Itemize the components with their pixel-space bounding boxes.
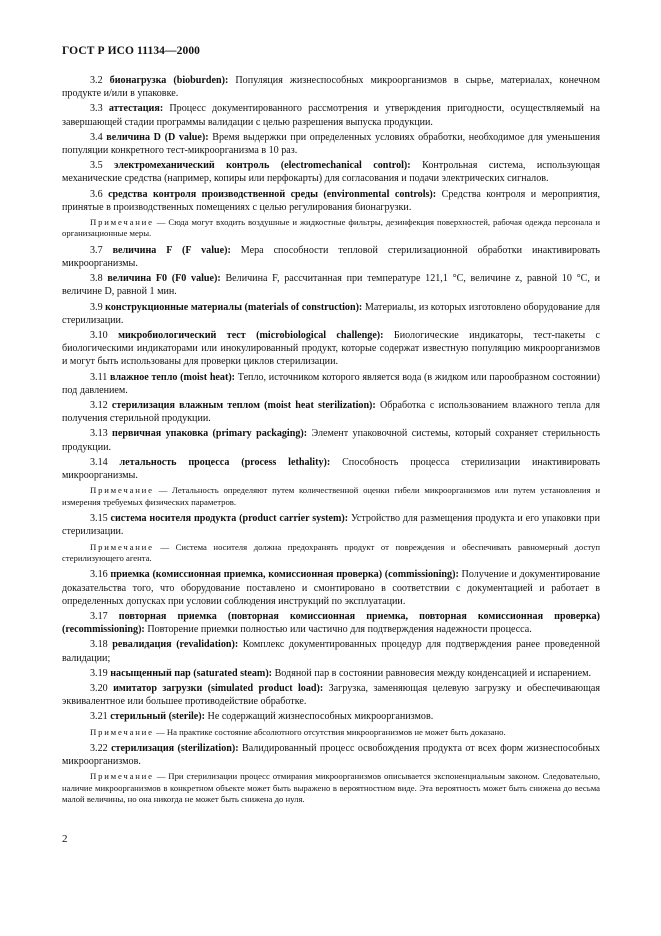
definition-number: 3.17	[90, 610, 108, 622]
definition-3-9	[62, 301, 600, 327]
definition-term: имитатор загрузки (simulated product load):	[113, 682, 324, 694]
definition-text: Контрольная система, использующая механические средства (например, копиры или перфокарты) для согласования и подачи электрических сигналов.	[62, 160, 600, 185]
note-text: — На практике состояние абсолютного отсутствия микроорганизмов не может быть доказано.	[153, 726, 506, 737]
definition-term: стерилизация (sterilization):	[111, 742, 239, 754]
definition-term: микробиологический тест (microbiological challenge):	[118, 330, 384, 342]
definition-text: Валидированный процесс освобождения продукта от всех форм жизнеспособных микроорганизмов.	[62, 742, 600, 768]
definition-text: Биологические индикаторы, тест-пакеты с биологическими индикаторами или инокулированный продукт, которые содержат известную популяцию микроорганизмов и могут быть использованы для проверки циклов стерилизации.	[62, 330, 600, 368]
definition-term: ревалидация (revalidation):	[112, 639, 239, 651]
definition-number: 3.7	[90, 244, 103, 256]
definition-text: Процесс документированного рассмотрения и утверждения пригодности, осуществляемый на завершающей стадии программы валидации с целью разрешения выпуска продукции.	[62, 103, 600, 128]
definition-text: Обработка с использованием влажного тепла для получения стерильной продукции.	[62, 400, 600, 425]
definition-term: приемка (комиссионная приемка, комиссионная проверка) (commissioning):	[110, 569, 459, 581]
definition-number: 3.14	[90, 456, 108, 468]
definition-number: 3.10	[90, 330, 108, 342]
definition-3-21	[62, 710, 600, 723]
definition-text: Не содержащий жизнеспособных микроорганизмов.	[205, 711, 434, 723]
definition-3-16	[62, 568, 600, 608]
document-body	[62, 74, 600, 810]
definition-text: Популяция жизнеспособных микроорганизмов в сырье, материалах, конечном продукте и/или в упаковке.	[62, 75, 600, 100]
definition-3-10	[62, 329, 600, 369]
definition-number: 3.3	[90, 103, 103, 115]
definition-3-20	[62, 682, 600, 708]
definition-number: 3.9	[90, 301, 103, 313]
definition-term: стерильный (sterile):	[110, 711, 206, 723]
definition-text: Получение и документирование доказательства того, что оборудование поставлено и смонтировано в соответствии с документацией и работает в определенных допусках при условии соблюдения инструкций по эксплуатации.	[62, 569, 600, 607]
note-label: Примечание	[90, 726, 154, 737]
definition-text: Загрузка, заменяющая целевую загрузку и обеспечивающая эквивалентное или большее противодействие обработке.	[62, 682, 600, 708]
definition-number: 3.6	[90, 188, 103, 200]
note-label: Примечание	[90, 771, 154, 782]
definition-number: 3.15	[90, 513, 108, 525]
note-text: — При стерилизации процесс отмирания микроорганизмов описывается экспоненциальным законом. Следовательно, наличие микроорганизмов в конкретном объекте может быть выражено в вероятностном виде. Эта вероятность может быть снижена до весьма малой величины, но она никогда не может быть снижена до нуля.	[62, 771, 600, 805]
definition-text: Комплекс документированных процедур для подтверждения ранее проведенной валидации;	[62, 639, 600, 664]
definition-term: электромеханический контроль (electromechanical control):	[114, 160, 411, 172]
note	[62, 771, 600, 805]
definition-term: величина F (F value):	[112, 244, 231, 256]
note-label: Примечание	[90, 217, 154, 228]
definition-text: Элемент упаковочной системы, который сохраняет стерильность продукции.	[62, 428, 601, 453]
definition-number: 3.8	[90, 273, 103, 285]
definition-text: Величина F, рассчитанная при температуре 121,1 °С, величине z, равной 10 °С, и величине D, равной 1 мин.	[62, 273, 601, 298]
definition-term: летальность процесса (process lethality):	[119, 456, 331, 468]
definition-3-12	[62, 399, 600, 425]
definition-3-14	[62, 456, 600, 482]
definition-3-4	[62, 131, 600, 157]
definition-term: насыщенный пар (saturated steam):	[110, 667, 273, 679]
definition-3-17	[62, 610, 600, 636]
definition-number: 3.2	[90, 75, 103, 86]
note-label: Примечание	[90, 485, 154, 496]
definition-text: Мера способности тепловой стерилизационной обработки инактивировать микроорганизмы.	[62, 244, 600, 270]
definition-term: величина F0 (F0 value):	[107, 273, 221, 285]
note	[62, 485, 600, 508]
definition-3-6	[62, 188, 600, 214]
definition-number: 3.12	[90, 400, 108, 412]
definition-3-22	[62, 742, 600, 768]
definition-number: 3.4	[90, 131, 103, 143]
definition-number: 3.16	[90, 569, 108, 581]
note-text: — Летальность определяют путем количественной оценки гибели микроорганизмов или путем установления и измерения требуемых физических параметров.	[62, 485, 600, 507]
note	[62, 727, 600, 738]
definition-term: повторная приемка (повторная комиссионная приемка, повторная комиссионная проверка) (recommissioning):	[62, 610, 600, 636]
definition-3-18	[62, 638, 600, 664]
definition-term: конструкционные материалы (materials of construction):	[105, 301, 363, 313]
definition-text: Тепло, источником которого является вода (в жидком или парообразном состоянии) под давлением.	[62, 371, 601, 396]
definition-text: Устройство для размещения продукта и его упаковки при стерилизации.	[62, 513, 600, 538]
definition-number: 3.20	[90, 682, 108, 694]
definition-text: Материалы, из которых изготовлено оборудование для стерилизации.	[62, 301, 600, 326]
definition-term: первичная упаковка (primary packaging):	[112, 428, 308, 440]
definition-term: стерилизация влажным теплом (moist heat sterilization):	[111, 400, 376, 412]
definition-3-7	[62, 244, 600, 270]
definition-term: бионагрузка (bioburden):	[109, 75, 229, 86]
definition-term: средства контроля производственной среды (environmental controls):	[108, 188, 437, 200]
definition-number: 3.5	[90, 160, 103, 172]
definition-text: Повторение приемки полностью или частично для подтверждения надежности процесса.	[144, 624, 532, 636]
definition-3-3	[62, 102, 600, 128]
note-text: — Сюда могут входить воздушные и жидкостные фильтры, дезинфекция поверхностей, рабочая одежда персонала и организационные меры.	[62, 217, 600, 239]
definition-3-19	[62, 667, 600, 680]
definition-text: Водяной пар в состоянии равновесия между конденсацией и испарением.	[272, 667, 592, 679]
definition-3-2	[62, 74, 600, 100]
page-number: 2	[62, 833, 68, 845]
note	[62, 217, 600, 240]
definition-text: Способность процесса стерилизации инактивировать микроорганизмы.	[62, 456, 600, 482]
definition-3-15	[62, 512, 600, 538]
note-label: Примечание	[90, 541, 154, 552]
definition-3-8	[62, 272, 600, 298]
note-text: — Система носителя должна предохранять продукт от повреждения и обеспечивать равномерный доступ стерилизующего агента.	[62, 541, 600, 563]
document-header: ГОСТ Р ИСО 11134—2000	[62, 45, 201, 57]
definition-text: Средства контроля и мероприятия, принятые в производственных помещениях с целью регулирования бионагрузки.	[62, 188, 600, 213]
definition-term: аттестация:	[108, 103, 164, 115]
note	[62, 542, 600, 565]
definition-number: 3.11	[90, 371, 108, 383]
definition-term: величина D (D value):	[106, 131, 209, 143]
definition-term: влажное тепло (moist heat):	[110, 371, 236, 383]
definition-term: система носителя продукта (product carrier system):	[110, 513, 349, 525]
definition-number: 3.13	[90, 428, 108, 440]
definition-number: 3.21	[90, 711, 108, 723]
definition-number: 3.22	[90, 742, 108, 754]
definition-number: 3.19	[90, 667, 108, 679]
definition-text: Время выдержки при определенных условиях обработки, необходимое для уменьшения популяции конкретного тест-микроорганизма в 10 раз.	[62, 131, 600, 157]
definition-3-11	[62, 371, 600, 397]
definition-3-5	[62, 159, 600, 185]
definition-number: 3.18	[90, 639, 108, 651]
definition-3-13	[62, 427, 600, 453]
